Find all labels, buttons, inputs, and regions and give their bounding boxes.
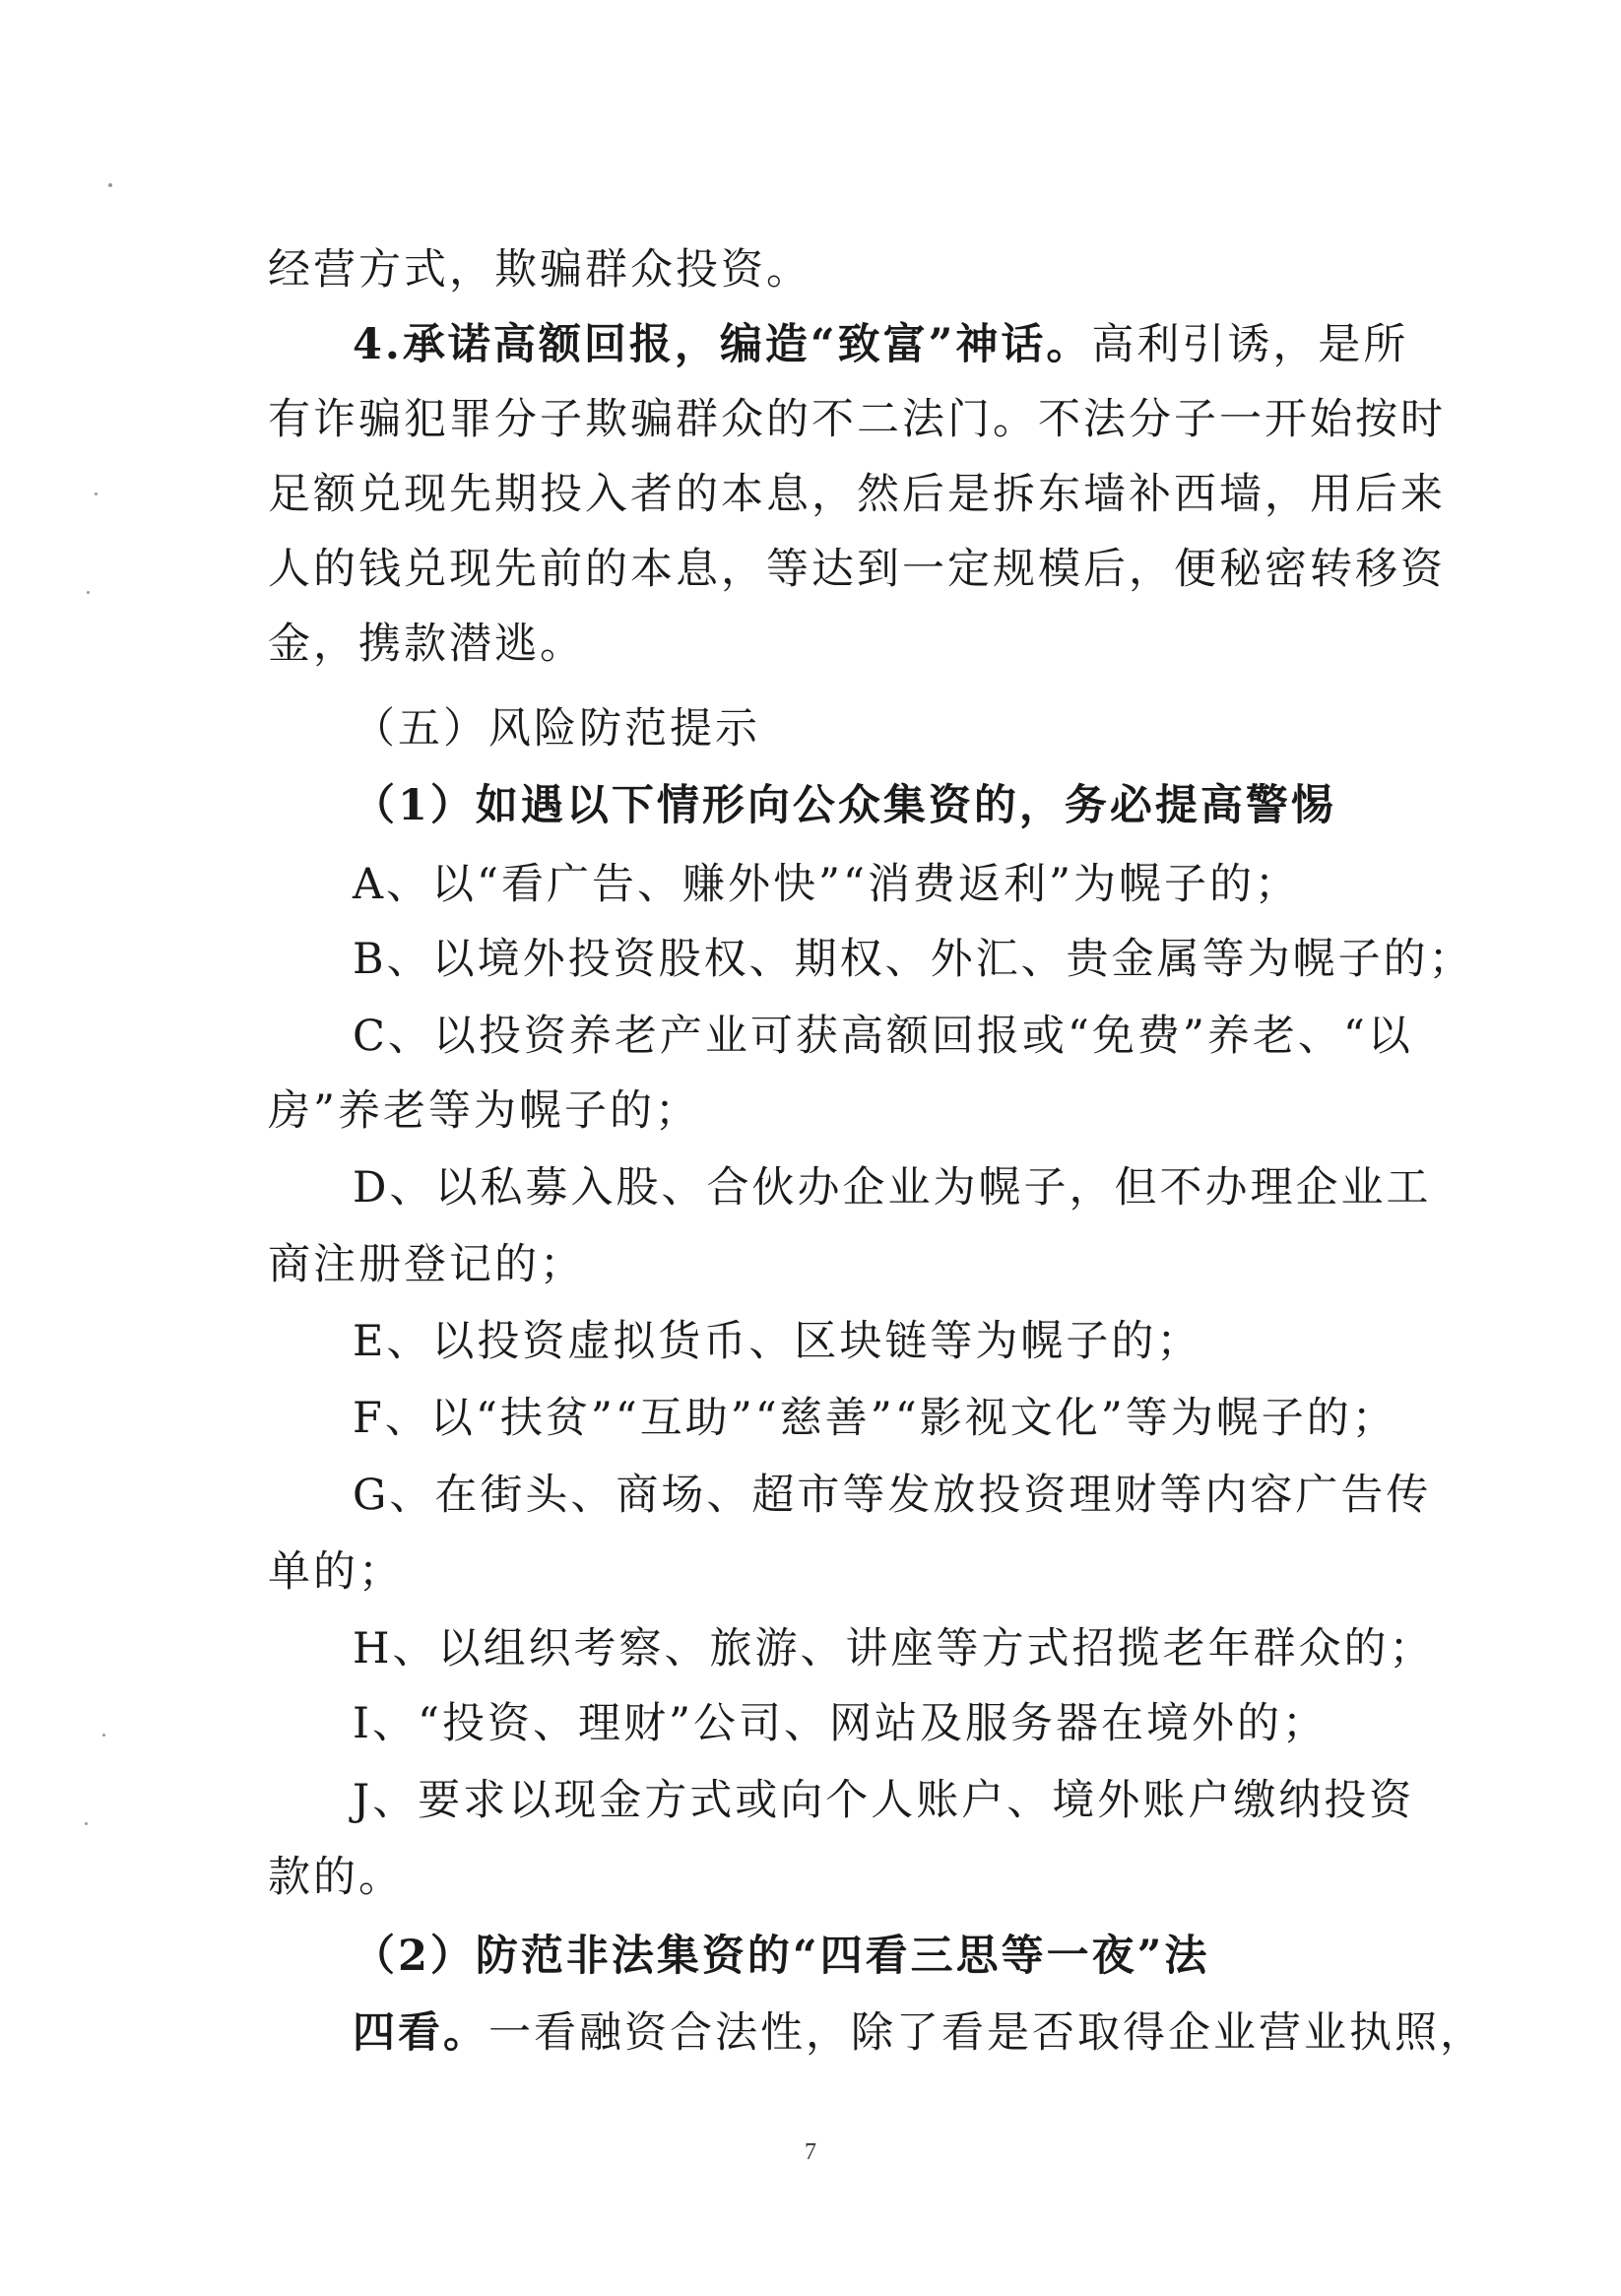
text-line (353, 1314, 1475, 1369)
text-segment: B、以境外投资股权、期权、外汇、贵金属等为幌子的； (353, 935, 1474, 984)
text-segment: 足额兑现先期投入者的本息，然后是拆东墙补西墙，用后来 (268, 470, 1446, 519)
text-line (268, 1544, 1391, 1600)
text-segment: C、以投资养老产业可获高额回报或“免费”养老、“以 (353, 1012, 1413, 1061)
scan-speck (102, 1734, 105, 1737)
text-line (268, 617, 1391, 672)
text-segment: D、以私募入股、合伙办企业为幌子，但不办理企业工 (353, 1163, 1432, 1213)
text-segment: 房”养老等为幌子的； (268, 1086, 700, 1136)
text-line (353, 1009, 1475, 1064)
text-line (353, 778, 1475, 833)
text-segment: 款的。 (268, 1853, 404, 1902)
text-segment: I、“投资、理财”公司、网站及服务器在境外的； (353, 1699, 1328, 1748)
text-segment: 高利引诱，是所 (1091, 320, 1409, 369)
text-segment: F、以“扶贫”“互助”“慈善”“影视文化”等为幌子的； (353, 1394, 1397, 1443)
text-line (268, 1237, 1391, 1292)
text-segment: 商注册登记的； (268, 1240, 585, 1289)
text-segment: 金，携款潜逃。 (268, 620, 585, 669)
scan-speck (87, 591, 90, 594)
text-segment: G、在街头、商场、超市等发放投资理财等内容广告传 (353, 1471, 1432, 1520)
text-line (268, 1850, 1391, 1905)
scan-speck (85, 1822, 88, 1825)
text-line (268, 242, 1391, 297)
bold-text-segment: （1）如遇以下情形向公众集资的，务必提高警惕 (353, 781, 1336, 830)
text-segment: 一看融资合法性，除了看是否取得企业营业执照， (488, 2008, 1485, 2058)
scan-speck (95, 492, 97, 495)
text-line (353, 1929, 1475, 1984)
text-segment: 有诈骗犯罪分子欺骗群众的不二法门。不法分子一开始按时 (268, 395, 1446, 444)
text-segment: E、以投资虚拟货币、区块链等为幌子的； (353, 1317, 1202, 1366)
text-line (268, 542, 1446, 597)
text-segment: H、以组织考察、旅游、讲座等方式招揽老年群众的； (353, 1624, 1435, 1673)
scan-speck (108, 183, 112, 187)
text-segment: J、要求以现金方式或向个人账户、境外账户缴纳投资 (353, 1776, 1415, 1825)
text-line (353, 2005, 1485, 2061)
bold-text-segment: 4.承诺高额回报，编造“致富”神话。 (353, 320, 1092, 369)
text-line (353, 932, 1475, 987)
text-line (353, 1773, 1475, 1828)
text-line (353, 1621, 1475, 1676)
text-segment: 经营方式，欺骗群众投资。 (268, 245, 811, 295)
text-segment: 单的； (268, 1547, 404, 1597)
page-number: 7 (805, 2139, 816, 2165)
text-line (268, 1083, 1391, 1139)
text-segment: 人的钱兑现先前的本息，等达到一定规模后，便秘密转移资 (268, 545, 1446, 594)
text-segment: （五）风险防范提示 (353, 704, 760, 754)
bold-text-segment: 四看。 (353, 2008, 488, 2058)
text-line (353, 1468, 1475, 1523)
bold-text-segment: （2）防范非法集资的“四看三思等一夜”法 (353, 1932, 1210, 1981)
text-line (353, 317, 1475, 372)
text-line (353, 857, 1475, 912)
text-line (353, 701, 1475, 756)
text-line (353, 1696, 1475, 1751)
text-segment: A、以“看广告、赚外快”“消费返利”为幌子的； (353, 860, 1300, 909)
text-line (268, 392, 1446, 447)
text-line (268, 467, 1446, 522)
text-line (353, 1160, 1475, 1215)
text-line (353, 1391, 1475, 1446)
